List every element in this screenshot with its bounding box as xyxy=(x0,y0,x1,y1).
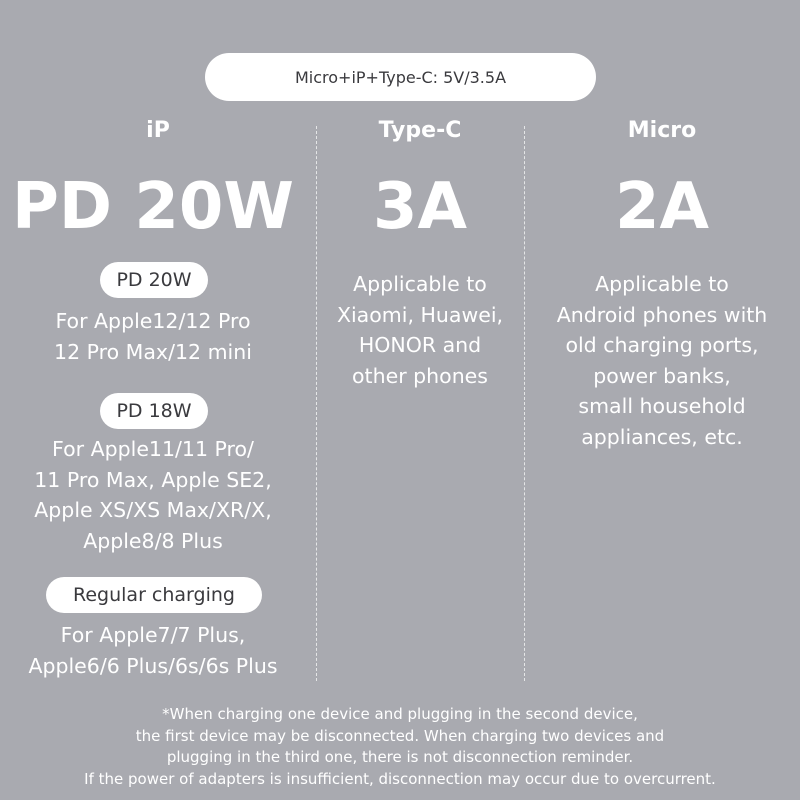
description-line: Apple6/6 Plus/6s/6s Plus xyxy=(28,653,278,678)
footnote-line: *When charging one device and plugging in the second device, xyxy=(162,705,638,723)
ip-big-value: PD 20W xyxy=(12,170,294,244)
description-line: HONOR and xyxy=(358,333,482,357)
regular-charging-description xyxy=(0,620,306,681)
pd18w-tag xyxy=(100,393,208,429)
description-line: Applicable to xyxy=(595,272,729,296)
pd20w-tag xyxy=(100,262,208,298)
typec-description xyxy=(316,269,524,391)
description-line: Xiaomi, Huawei, xyxy=(336,302,504,327)
port-spec-text: Micro+iP+Type-C: 5V/3.5A xyxy=(294,67,507,87)
typec-big-value: 3A xyxy=(372,170,468,244)
footnote-line: plugging in the third one, there is not disconnection reminder. xyxy=(166,748,634,766)
description-line: Applicable to xyxy=(353,272,487,296)
pd18w-tag-label: PD 18W xyxy=(116,400,192,422)
footnote-line: the first device may be disconnected. When charging two devices and xyxy=(135,726,665,745)
disconnection-footnote xyxy=(0,704,800,790)
description-line: For Apple7/7 Plus, xyxy=(60,623,246,647)
description-line: Apple8/8 Plus xyxy=(83,528,223,553)
description-line: other phones xyxy=(352,363,488,388)
ip-heading: iP xyxy=(146,118,170,143)
pd20w-description xyxy=(0,306,306,367)
description-line: small household xyxy=(578,394,746,418)
description-line: power banks, xyxy=(593,363,731,388)
micro-description xyxy=(524,269,800,452)
port-spec-pill xyxy=(205,53,596,101)
description-line: 11 Pro Max, Apple SE2, xyxy=(34,467,272,492)
typec-heading: Type-C xyxy=(378,118,462,143)
description-line: Apple XS/XS Max/XR/X, xyxy=(34,498,272,522)
micro-heading: Micro xyxy=(627,118,697,143)
description-line: old charging ports, xyxy=(565,333,759,357)
description-line: For Apple12/12 Pro xyxy=(55,309,251,333)
description-line: appliances, etc. xyxy=(581,424,743,449)
micro-big-value: 2A xyxy=(614,170,710,244)
pd18w-description xyxy=(0,434,306,556)
description-line: Android phones with xyxy=(556,302,768,327)
footnote-line: If the power of adapters is insufficient, disconnection may occur due to overcurrent. xyxy=(84,769,716,788)
description-line: 12 Pro Max/12 mini xyxy=(54,339,252,364)
description-line: For Apple11/11 Pro/ xyxy=(52,437,254,461)
pd20w-tag-label: PD 20W xyxy=(116,269,192,291)
regular-charging-tag-label: Regular charging xyxy=(73,584,235,606)
regular-charging-tag xyxy=(46,577,262,613)
